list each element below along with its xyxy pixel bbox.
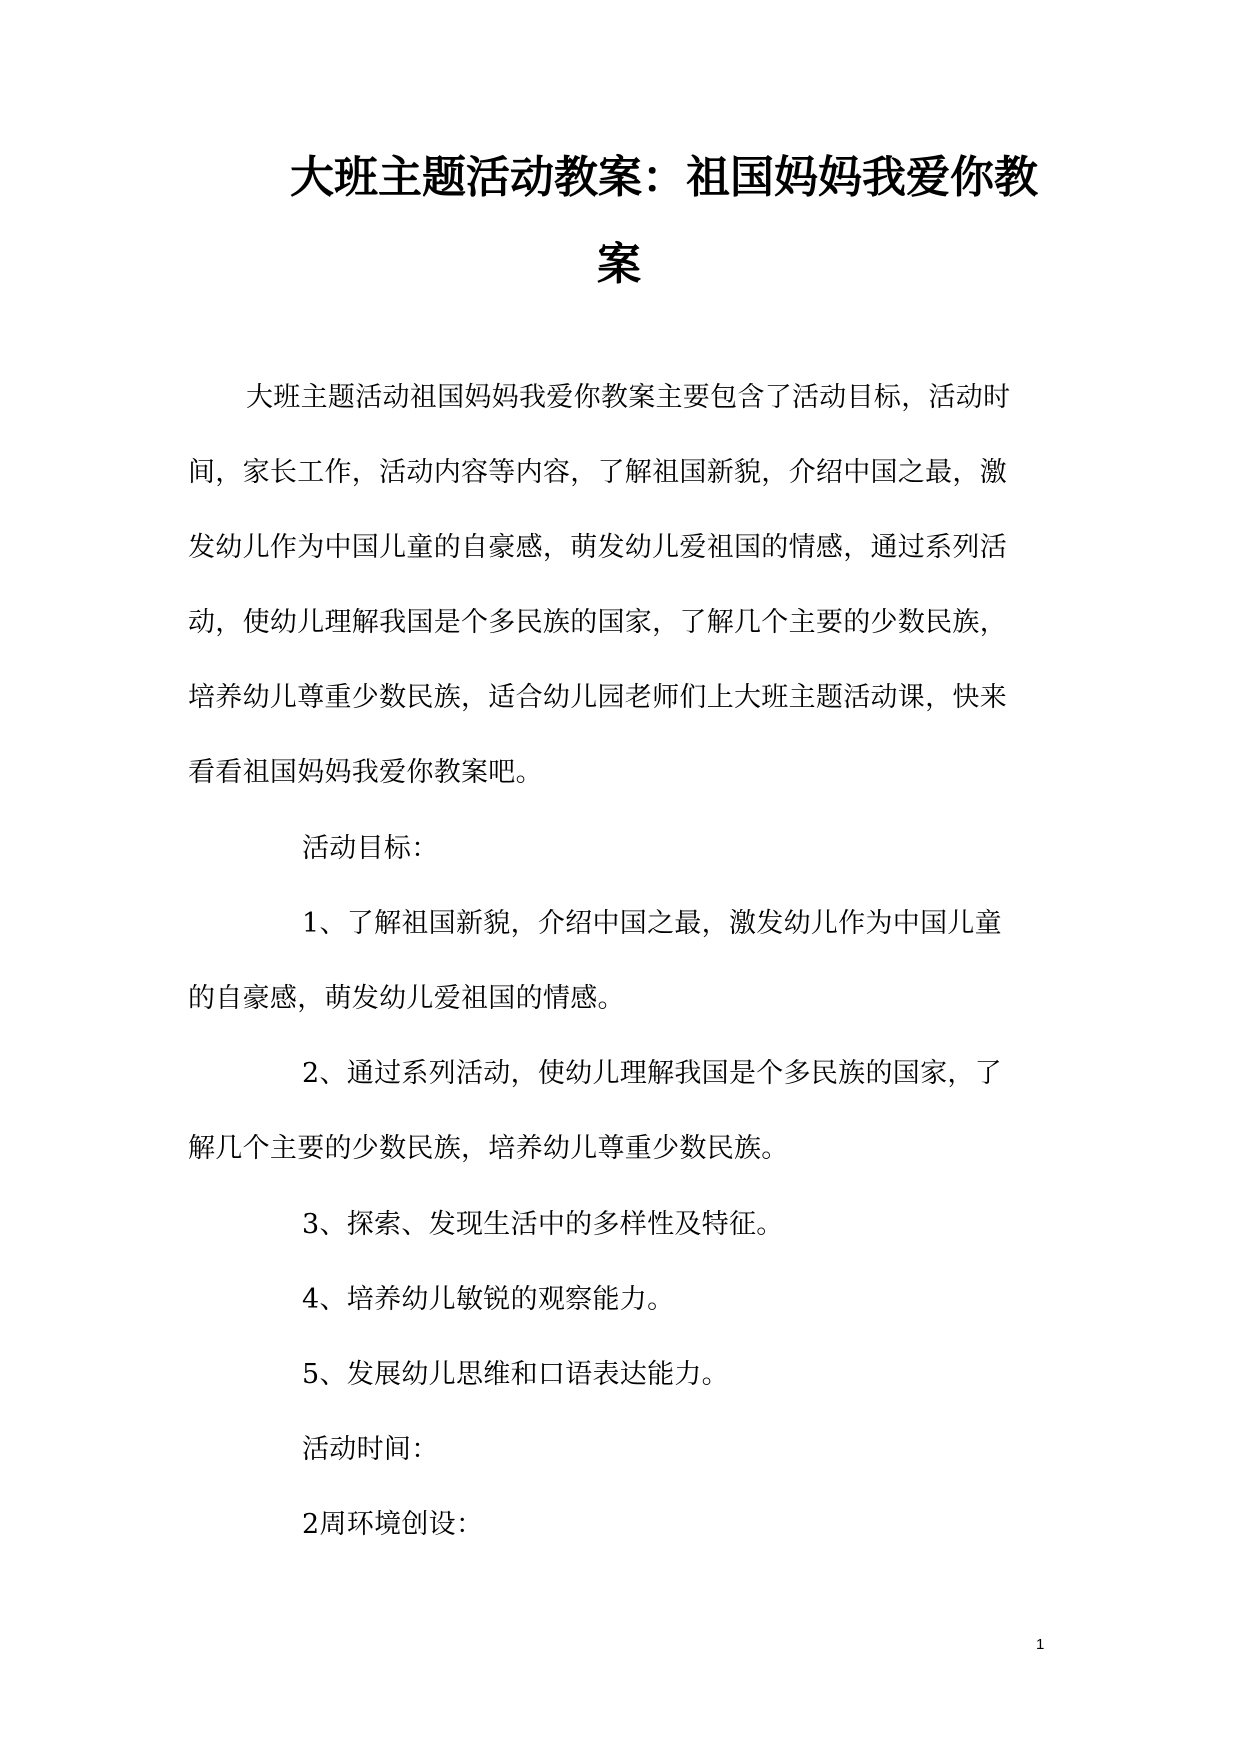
goal-line-6: 4、培养幼儿敏锐的观察能力。 <box>302 1284 675 1315</box>
intro-line-3: 发幼儿作为中国儿童的自豪感，萌发幼儿爱祖国的情感，通过系列活 <box>188 532 1007 563</box>
goal-line-4: 解几个主要的少数民族，培养幼儿尊重少数民族。 <box>188 1133 789 1164</box>
goals-heading: 活动目标： <box>302 833 439 864</box>
intro-line-4: 动，使幼儿理解我国是个多民族的国家，了解几个主要的少数民族， <box>188 607 1007 638</box>
goal-line-3: 2、通过系列活动，使幼儿理解我国是个多民族的国家，了 <box>302 1058 1002 1089</box>
intro-line-5: 培养幼儿尊重少数民族，适合幼儿园老师们上大班主题活动课，快来 <box>188 682 1007 713</box>
goal-line-7: 5、发展幼儿思维和口语表达能力。 <box>302 1359 729 1390</box>
intro-line-1: 大班主题活动祖国妈妈我爱你教案主要包含了活动目标，活动时 <box>246 382 1011 413</box>
intro-line-6: 看看祖国妈妈我爱你教案吧。 <box>188 757 543 788</box>
goal-line-5: 3、探索、发现生活中的多样性及特征。 <box>302 1209 784 1240</box>
intro-line-2: 间，家长工作，活动内容等内容，了解祖国新貌，介绍中国之最，激 <box>188 457 1007 488</box>
time-heading: 活动时间： <box>302 1434 439 1465</box>
goal-line-1: 1、了解祖国新貌，介绍中国之最，激发幼儿作为中国儿童 <box>302 908 1002 939</box>
document-title-line-2: 案 <box>597 239 641 290</box>
environment-line: 2周环境创设： <box>302 1509 484 1540</box>
page-number: 1 <box>1036 1636 1045 1653</box>
goal-line-2: 的自豪感，萌发幼儿爱祖国的情感。 <box>188 983 625 1014</box>
document-title-line-1: 大班主题活动教案：祖国妈妈我爱你教 <box>290 152 1038 203</box>
